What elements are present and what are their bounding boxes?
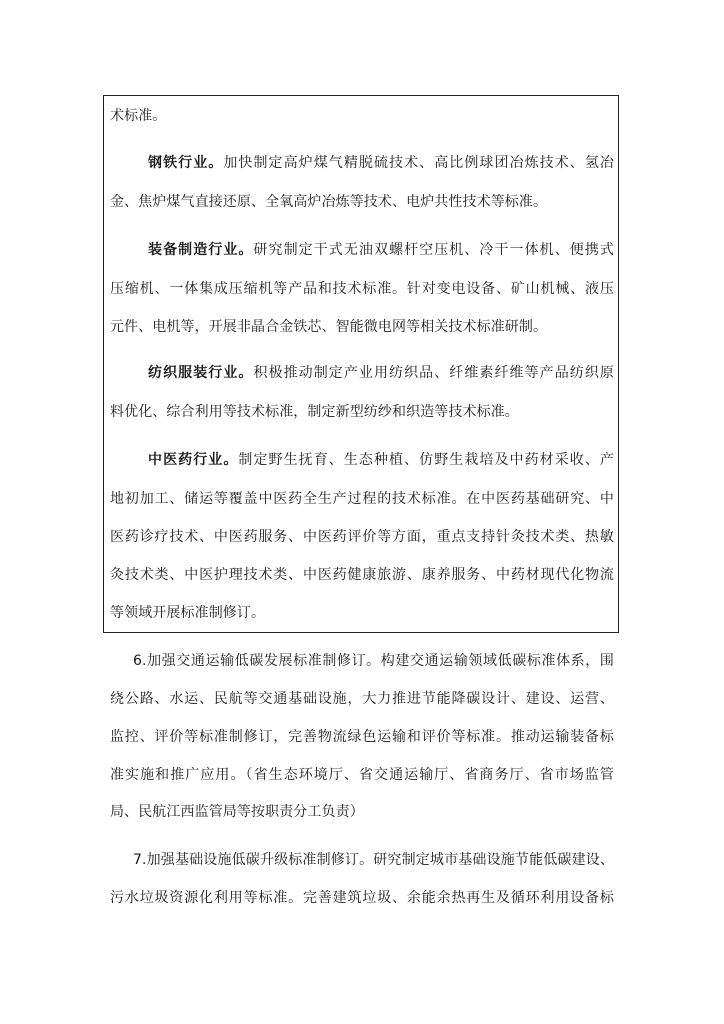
tcm-heading: 中医药行业。: [148, 452, 239, 468]
section6-line-4: 准实施和推广应用。（省生态环境厅、省交通运输厅、省商务厅、省市场监管: [110, 767, 614, 783]
section7-line-1: 7.加强基础设施低碳升级标准制修订。研究制定城市基础设施节能低碳建设、: [133, 852, 614, 868]
steel-paragraph-line-1: 钢铁行业。加快制定高炉煤气精脱硫技术、高比例球团冶炼技术、氢冶: [148, 155, 615, 171]
section7-line-2: 污水垃圾资源化利用等标准。完善建筑垃圾、余能余热再生及循环利用设备标: [110, 890, 614, 906]
box-line-0: 术标准。: [110, 108, 167, 124]
tcm-paragraph-line-2: 地初加工、储运等覆盖中医药全生产过程的技术标准。在中医药基础研究、中: [110, 491, 614, 507]
equipment-paragraph-line-1: 装备制造行业。研究制定干式无油双螺杆空压机、冷干一体机、便携式: [148, 242, 615, 258]
steel-paragraph-line-2: 金、焦炉煤气直接还原、全氧高炉冶炼等技术、电炉共性技术等标准。: [110, 194, 548, 210]
tcm-paragraph-line-1: 中医药行业。制定野生抚育、生态种植、仿野生栽培及中药材采收、产: [148, 452, 615, 468]
tcm-paragraph-line-5: 等领域开展标准制修订。: [110, 605, 266, 621]
section6-line-1: 6.加强交通运输低碳发展标准制修订。构建交通运输领域低碳标准体系，围: [133, 653, 614, 669]
textile-paragraph-line-1: 纺织服装行业。积极推动制定产业用纺织品、纤维素纤维等产品纺织原: [148, 365, 615, 381]
equipment-heading: 装备制造行业。: [148, 242, 254, 258]
textile-paragraph-line-2: 料优化、综合利用等技术标准，制定新型纺纱和织造等技术标准。: [110, 404, 519, 420]
tcm-paragraph-line-3: 医药诊疗技术、中医药服务、中医药评价等方面，重点支持针灸技术类、热敏: [110, 529, 614, 545]
steel-heading: 钢铁行业。: [148, 155, 224, 171]
section6-line-5: 局、民航江西监管局等按职责分工负责）: [110, 804, 364, 820]
tcm-paragraph-line-4: 灸技术类、中医护理技术类、中医药健康旅游、康养服务、中药材现代化物流: [110, 567, 614, 583]
equipment-paragraph-line-3: 元件、电机等，开展非晶合金铁芯、智能微电网等相关技术标准研制。: [110, 319, 548, 335]
equipment-paragraph-line-2: 压缩机、一体集成压缩机等产品和技术标准。针对变电设备、矿山机械、液压: [110, 281, 614, 297]
textile-heading: 纺织服装行业。: [148, 365, 254, 381]
section6-line-2: 绕公路、水运、民航等交通基础设施，大力推进节能降碳设计、建设、运营、: [110, 691, 614, 707]
section6-line-3: 监控、评价等标准制修订，完善物流绿色运输和评价等标准。推动运输装备标: [110, 729, 614, 745]
